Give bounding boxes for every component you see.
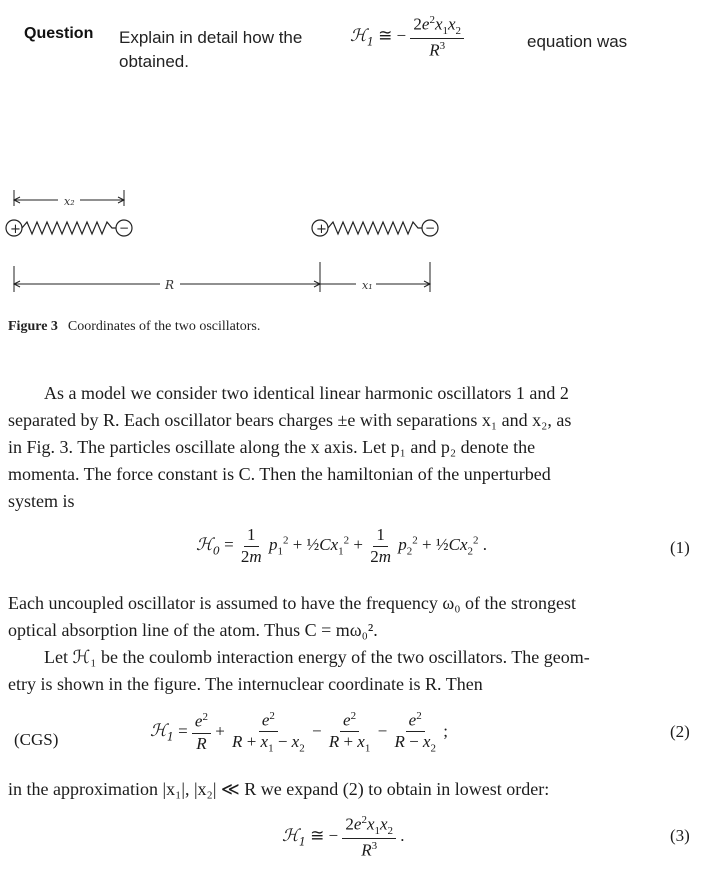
equation-2-label: (2) xyxy=(670,722,690,741)
question-text-line2: obtained. xyxy=(119,52,189,71)
question-equation: ℋ$_1$ ≅ − $\frac{2e^2x_1x_2}{R^3}$ xyxy=(350,14,464,60)
spring-2 xyxy=(22,222,116,234)
paragraph-line: optical absorption line of the atom. Thus C = mω₀². xyxy=(8,620,378,640)
oscillator-figure xyxy=(0,180,460,300)
equation-1-label: (1) xyxy=(670,538,690,557)
equation-3: ℋ$_1$ ≅ − $\frac{2e^2x_1x_2}{R^3}$ . xyxy=(282,814,405,860)
paragraph-line: in the approximation |x₁|, |x₂| ≪ R we expand (2) to obtain in lowest order: xyxy=(8,779,550,799)
oscillator-1 xyxy=(312,220,438,237)
oscillator-2 xyxy=(6,220,132,237)
paragraph-line: As a model we consider two identical linear harmonic oscillators 1 and 2 xyxy=(44,383,569,403)
paragraph-line: in Fig. 3. The particles oscillate along the x axis. Let p₁ and p₂ denote the xyxy=(8,437,536,457)
question-text xyxy=(119,26,339,74)
paragraph-line: Each uncoupled oscillator is assumed to have the frequency ω₀ of the strongest xyxy=(8,593,576,613)
question-text-line1: Explain in detail how the xyxy=(119,28,303,47)
x2-label: x₂ xyxy=(64,195,75,208)
figure-number: Figure 3 xyxy=(8,319,58,334)
paragraph-frequency xyxy=(8,590,698,698)
oscillator-2-minus: − xyxy=(119,221,130,235)
cgs-label: (CGS) xyxy=(14,730,59,749)
equation-3-label: (3) xyxy=(670,826,690,845)
paragraph-approximation xyxy=(8,776,698,803)
oscillator-1-minus: − xyxy=(425,221,436,235)
equation-2: ℋ$_1$ = $\frac{e^2}{R}$ + $\frac{e^2}{R + x_1 - x_2}$ − $\frac{e^2}{R + x_1}$ − $\frac{e^2}{R - x_2}$ ; xyxy=(150,710,448,755)
paragraph-line: momenta. The force constant is C. Then the hamiltonian of the unperturbed xyxy=(8,464,551,484)
r-label: R xyxy=(165,278,175,292)
paragraph-model xyxy=(8,380,698,515)
spring-1 xyxy=(328,222,422,234)
figure-caption xyxy=(8,319,260,335)
x1-label: x₁ xyxy=(362,279,373,292)
question-tail-text: equation was xyxy=(527,32,628,51)
paragraph-line: separated by R. Each oscillator bears charges ±e with separations x₁ and x₂, as xyxy=(8,410,572,430)
oscillator-1-plus: + xyxy=(316,222,327,237)
figure-caption-text: Coordinates of the two oscillators. xyxy=(67,319,261,334)
oscillator-2-plus: + xyxy=(10,222,21,237)
paragraph-line: system is xyxy=(8,491,75,511)
paragraph-line: Let ℋ₁ be the coulomb interaction energy of the two oscillators. The geom- xyxy=(44,647,590,667)
paragraph-line: etry is shown in the figure. The internuclear coordinate is R. Then xyxy=(8,674,483,694)
question-label: Question xyxy=(24,25,94,42)
equation-1: ℋ$_0$ = $\frac{1}{2m}$ $p_1^2$ + $\frac{1}{2}Cx_1^2$ + $\frac{1}{2m}$ $p_2^2$ + $\frac{1}{2}Cx_2^2$ . xyxy=(196,525,488,566)
